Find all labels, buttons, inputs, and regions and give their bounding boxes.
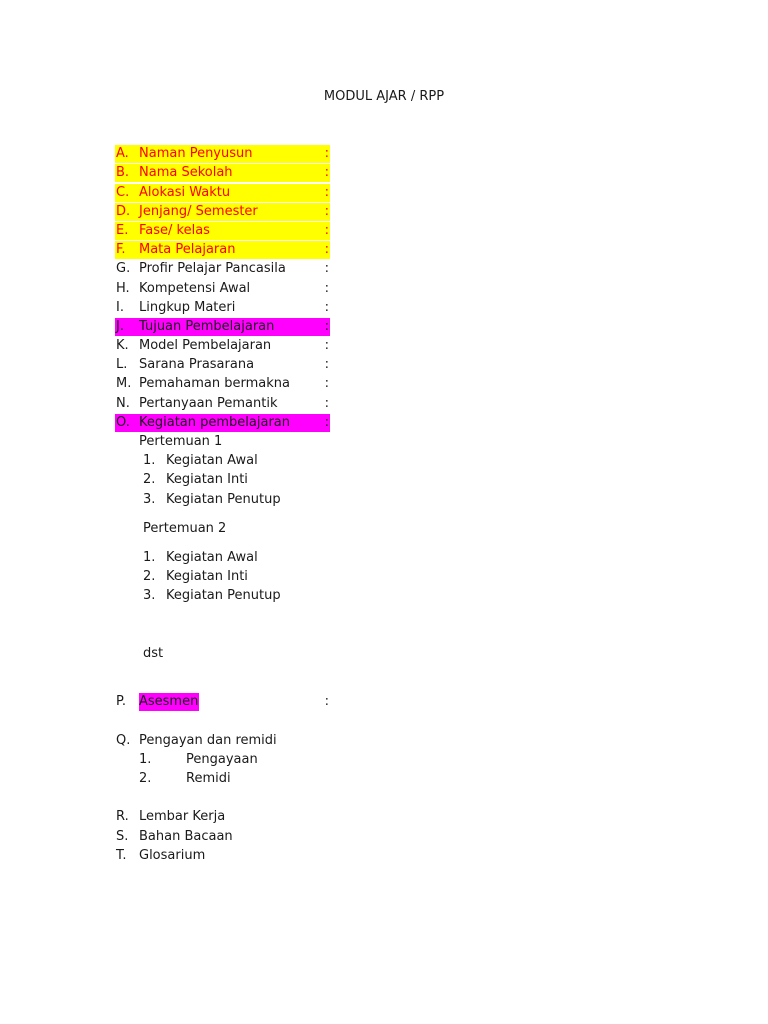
- item-letter: C.: [116, 185, 130, 200]
- item-naman-penyusun: [115, 145, 330, 163]
- pertemuan-1-step: [143, 471, 343, 489]
- step-text: Kegiatan Penutup: [166, 588, 281, 603]
- item-letter: P.: [116, 694, 126, 709]
- item-letter: M.: [116, 376, 132, 391]
- item-pengayan-remidi: [115, 732, 330, 750]
- step-text: Kegiatan Inti: [166, 569, 248, 584]
- item-label: Profir Pelajar Pancasila: [139, 261, 286, 276]
- item-alokasi-waktu: [115, 184, 330, 202]
- item-label: Glosarium: [139, 848, 206, 863]
- item-letter: L.: [116, 357, 128, 372]
- step-number: 1.: [143, 550, 156, 565]
- pertemuan-1-heading: Pertemuan 1: [139, 434, 223, 449]
- item-lingkup-materi: [115, 299, 330, 317]
- item-mata-pelajaran: [115, 241, 330, 259]
- step-text: Kegiatan Awal: [166, 453, 258, 468]
- item-colon: :: [324, 165, 329, 180]
- item-letter: E.: [116, 223, 129, 238]
- item-bahan-bacaan: [115, 828, 330, 846]
- step-number: 3.: [143, 492, 156, 507]
- item-colon: :: [324, 376, 329, 391]
- step-text: Kegiatan Inti: [166, 472, 248, 487]
- dst-text: dst: [143, 646, 164, 661]
- document-title: MODUL AJAR / RPP: [323, 89, 445, 104]
- item-label: Model Pembelajaran: [139, 338, 272, 353]
- sub-number: 2.: [139, 771, 152, 786]
- item-letter: S.: [116, 829, 129, 844]
- item-tujuan-pembelajaran: [115, 318, 330, 336]
- item-jenjang-semester: [115, 203, 330, 221]
- item-letter: T.: [116, 848, 127, 863]
- item-letter: J.: [116, 319, 124, 334]
- step-number: 1.: [143, 453, 156, 468]
- pengayan-sub-item: [139, 770, 339, 788]
- item-letter: K.: [116, 338, 129, 353]
- item-letter: N.: [116, 396, 130, 411]
- item-colon: :: [324, 223, 329, 238]
- item-glosarium: [115, 847, 330, 865]
- item-colon: :: [324, 185, 329, 200]
- pertemuan-2-step: [143, 549, 343, 567]
- item-sarana-prasarana: [115, 356, 330, 374]
- item-colon: :: [324, 204, 329, 219]
- item-colon: :: [324, 300, 329, 315]
- item-letter: B.: [116, 165, 130, 180]
- item-label: Pengayan dan remidi: [139, 733, 277, 748]
- item-kegiatan-pembelajaran: [115, 414, 330, 432]
- item-colon: :: [324, 338, 329, 353]
- item-nama-sekolah: [115, 164, 330, 182]
- item-model-pembelajaran: [115, 337, 330, 355]
- item-letter: D.: [116, 204, 131, 219]
- item-colon: :: [324, 415, 329, 430]
- item-colon: :: [324, 281, 329, 296]
- item-colon: :: [324, 242, 329, 257]
- step-number: 2.: [143, 569, 156, 584]
- item-pertanyaan-pemantik: [115, 395, 330, 413]
- pertemuan-1-step: [143, 452, 343, 470]
- item-label: Alokasi Waktu: [139, 185, 231, 200]
- item-label: Pertanyaan Pemantik: [139, 396, 278, 411]
- pertemuan-2-step: [143, 568, 343, 586]
- step-number: 2.: [143, 472, 156, 487]
- item-letter: A.: [116, 146, 129, 161]
- item-letter: I.: [116, 300, 124, 315]
- item-letter: H.: [116, 281, 130, 296]
- item-letter: R.: [116, 809, 129, 824]
- item-colon: :: [324, 396, 329, 411]
- item-letter: F.: [116, 242, 126, 257]
- item-label: Lingkup Materi: [139, 300, 236, 315]
- step-text: Kegiatan Penutup: [166, 492, 281, 507]
- item-label: Jenjang/ Semester: [139, 204, 258, 219]
- item-asesmen: [115, 693, 330, 711]
- sub-text: Remidi: [186, 771, 231, 786]
- step-text: Kegiatan Awal: [166, 550, 258, 565]
- pengayan-sub-item: [139, 751, 339, 769]
- item-kompetensi-awal: [115, 280, 330, 298]
- item-label: Asesmen: [139, 694, 199, 709]
- item-pemahaman-bermakna: [115, 375, 330, 393]
- item-colon: :: [324, 694, 329, 709]
- item-label: Tujuan Pembelajaran: [139, 319, 275, 334]
- pertemuan-1-step: [143, 491, 343, 509]
- sub-number: 1.: [139, 752, 152, 767]
- pertemuan-2-heading: Pertemuan 2: [143, 521, 227, 536]
- item-fase-kelas: [115, 222, 330, 240]
- item-colon: :: [324, 261, 329, 276]
- item-label: Nama Sekolah: [139, 165, 233, 180]
- item-label: Kegiatan pembelajaran: [139, 415, 291, 430]
- item-label: Mata Pelajaran: [139, 242, 236, 257]
- item-label: Sarana Prasarana: [139, 357, 255, 372]
- item-label: Naman Penyusun: [139, 146, 253, 161]
- item-colon: :: [324, 319, 329, 334]
- item-letter: Q.: [116, 733, 131, 748]
- item-colon: :: [324, 146, 329, 161]
- item-label: Pemahaman bermakna: [139, 376, 290, 391]
- item-label: Lembar Kerja: [139, 809, 226, 824]
- item-colon: :: [324, 357, 329, 372]
- item-profil-pelajar: [115, 260, 330, 278]
- item-letter: G.: [116, 261, 131, 276]
- item-label: Kompetensi Awal: [139, 281, 251, 296]
- item-label: Bahan Bacaan: [139, 829, 233, 844]
- pertemuan-2-step: [143, 587, 343, 605]
- sub-text: Pengayaan: [186, 752, 258, 767]
- item-letter: O.: [116, 415, 130, 430]
- step-number: 3.: [143, 588, 156, 603]
- item-lembar-kerja: [115, 808, 330, 826]
- item-label: Fase/ kelas: [139, 223, 210, 238]
